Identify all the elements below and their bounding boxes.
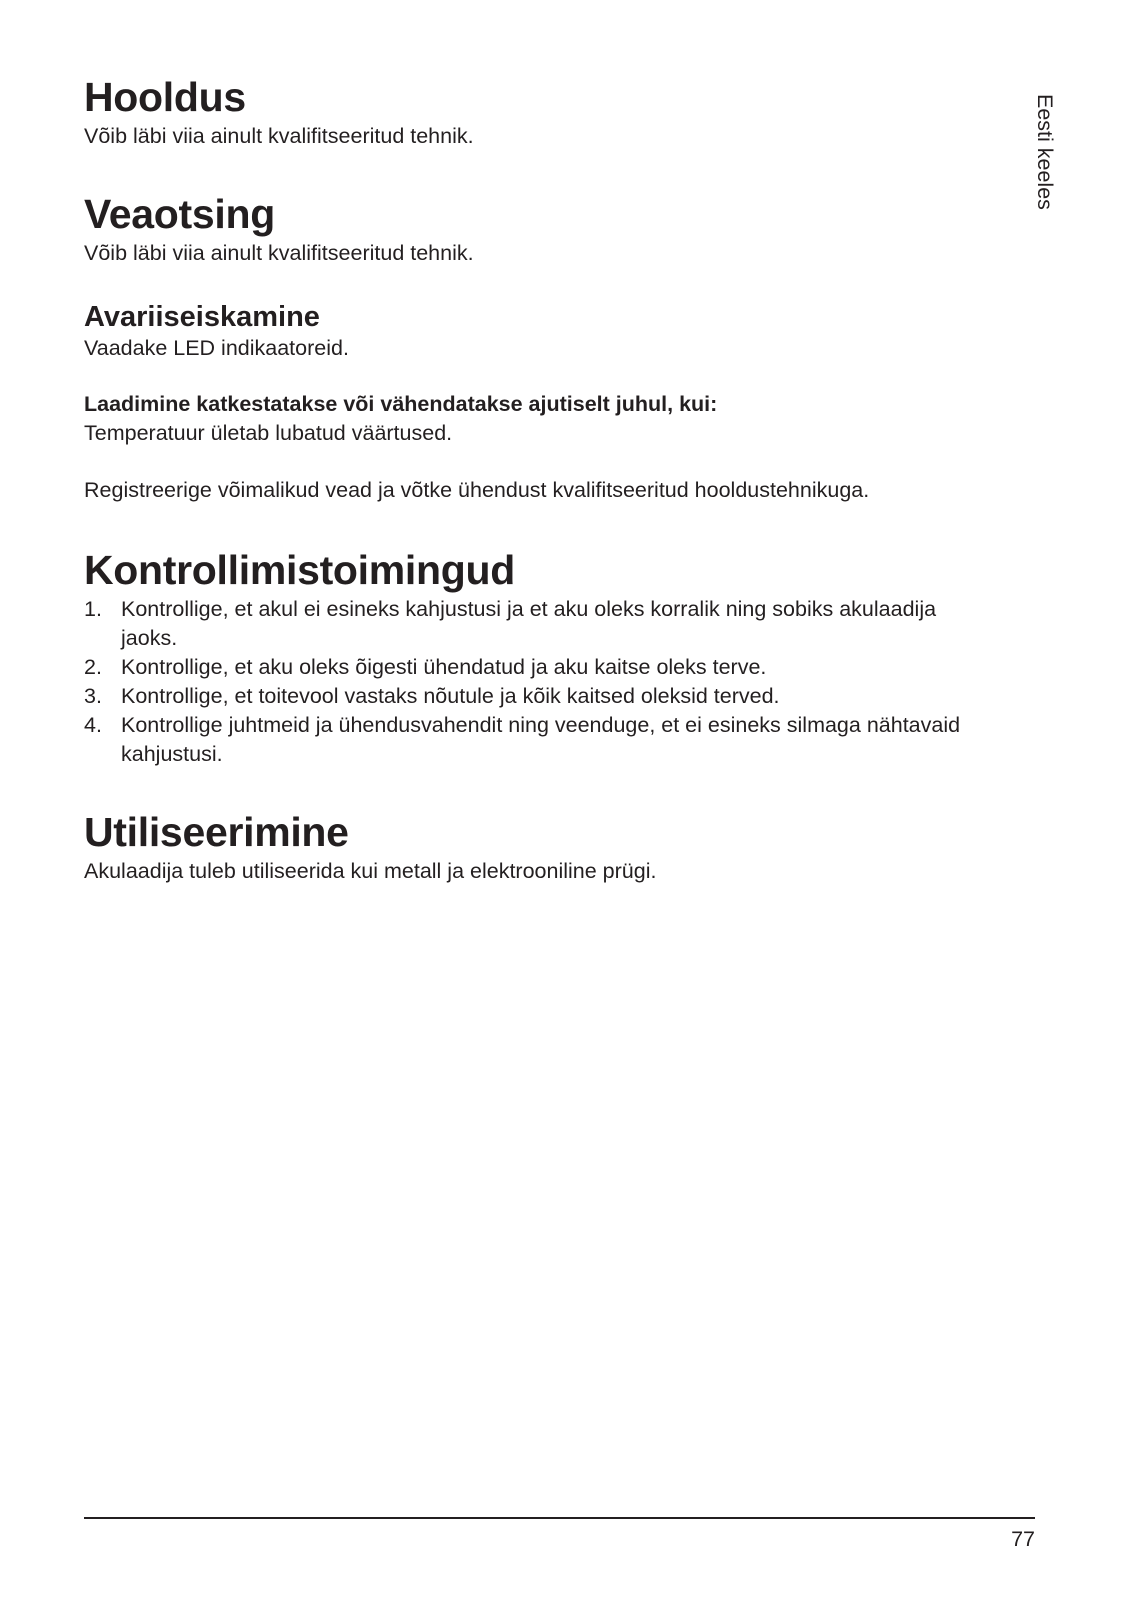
language-side-label: Eesti keeles (1033, 94, 1057, 210)
section-veaotsing (84, 189, 984, 268)
avarii-note: Registreerige võimalikud vead ja võtke ühendust kvalifitseeritud hooldustehnikuga. (84, 478, 870, 502)
section-kontrollimistoimingud (84, 545, 984, 769)
list-item: 3. Kontrollige, et toitevool vastaks nõutule ja kõik kaitsed oleksid terved. (84, 684, 780, 708)
avarii-text: Vaadake LED indikaatoreid. (84, 336, 349, 360)
avarii-bold-text: Laadimine katkestatakse või vähendatakse ajutiselt juhul, kui: (84, 392, 718, 416)
section-hooldus (84, 72, 984, 151)
utiliseerimine-text: Akulaadija tuleb utiliseerida kui metall ja elektrooniline prügi. (84, 859, 657, 883)
heading-hooldus: Hooldus (84, 74, 246, 120)
check-list (84, 595, 984, 769)
footer-divider (84, 1517, 1035, 1519)
list-item: 1. Kontrollige, et akul ei esineks kahjustusi ja et aku oleks korralik ning sobiks akulaadija jaoks. (84, 597, 937, 650)
page-number: 77 (1011, 1527, 1035, 1551)
heading-veaotsing: Veaotsing (84, 191, 275, 237)
veaotsing-text: Võib läbi viia ainult kvalifitseeritud tehnik. (84, 241, 474, 265)
list-item: 4. Kontrollige juhtmeid ja ühendusvahendit ning veenduge, et ei esineks silmaga nähtavaid kahjustusi. (84, 713, 961, 766)
heading-utiliseerimine: Utiliseerimine (84, 809, 349, 855)
section-utiliseerimine (84, 807, 984, 886)
heading-kontrollimistoimingud: Kontrollimistoimingud (84, 547, 515, 593)
page-content (84, 72, 984, 886)
hooldus-text: Võib läbi viia ainult kvalifitseeritud tehnik. (84, 124, 474, 148)
heading-avariiseiskamine: Avariiseiskamine (84, 301, 320, 333)
avarii-condition: Temperatuur ületab lubatud väärtused. (84, 421, 453, 445)
section-avariiseiskamine (84, 300, 984, 505)
list-item: 2. Kontrollige, et aku oleks õigesti ühendatud ja aku kaitse oleks terve. (84, 655, 767, 679)
